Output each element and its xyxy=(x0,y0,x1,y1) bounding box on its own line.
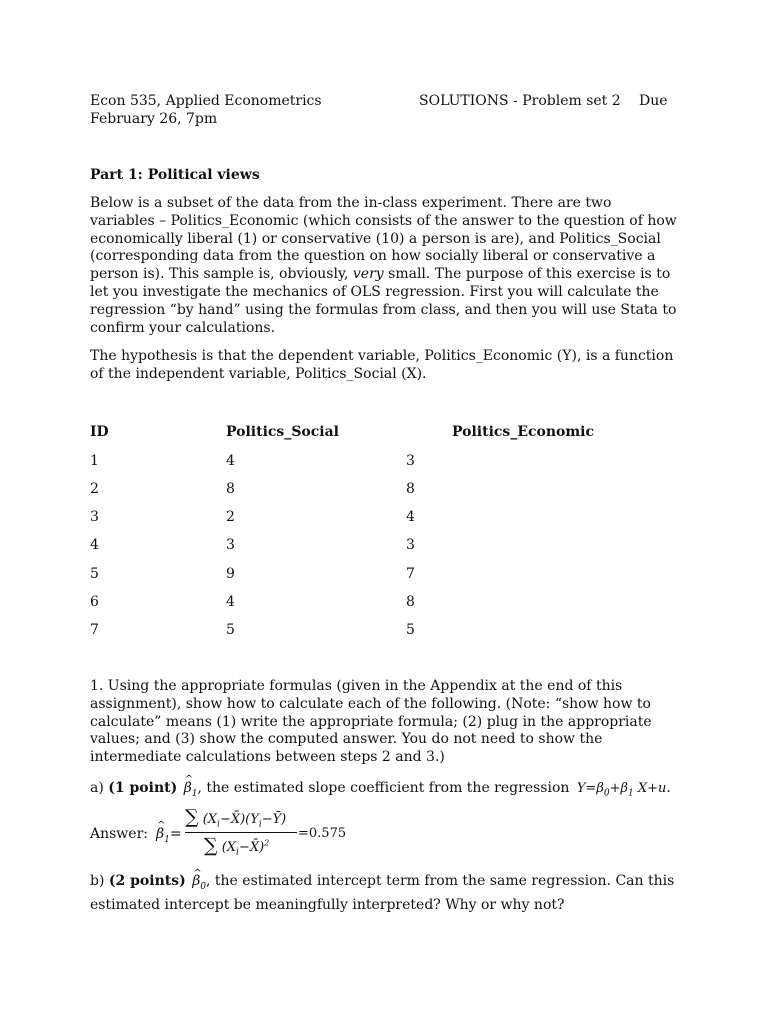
cell-economic: 3 xyxy=(406,537,415,553)
question-b-label: b) xyxy=(90,873,105,889)
cell-id: 6 xyxy=(90,594,99,610)
beta0-hat-symbol: ^ $\beta_0$ xyxy=(192,873,206,897)
cell-id: 2 xyxy=(90,481,99,497)
answer-label: Answer: xyxy=(90,826,148,842)
due-label: Due xyxy=(639,93,668,109)
cell-economic: 8 xyxy=(406,594,415,610)
cell-id: 3 xyxy=(90,509,99,525)
due-date: February 26, 7pm xyxy=(90,111,218,127)
cell-social: 5 xyxy=(226,622,235,638)
cell-economic: 5 xyxy=(406,622,415,638)
cell-id: 4 xyxy=(90,537,99,553)
fraction-numerator: ∑ $(X_i-X̄)(Y_i-Ȳ)$ xyxy=(185,806,287,830)
question-a-text: , the estimated slope coefficient from the regression xyxy=(197,780,570,796)
cell-id: 7 xyxy=(90,622,99,638)
problem-set-title: SOLUTIONS - Problem set 2 xyxy=(419,93,621,109)
cell-social: 9 xyxy=(226,566,235,582)
question-b xyxy=(90,873,680,914)
fraction-denominator: ∑ $(X_i-X̄)^2$ xyxy=(204,834,270,858)
cell-economic: 7 xyxy=(406,566,415,582)
cell-id: 5 xyxy=(90,566,99,582)
beta1-hat-symbol: ^ $\beta_1$ xyxy=(184,779,198,803)
cell-social: 4 xyxy=(226,594,235,610)
cell-economic: 8 xyxy=(406,481,415,497)
column-header-social: Politics_Social xyxy=(226,424,339,440)
data-table xyxy=(90,423,680,643)
answer-value: =0.575 xyxy=(298,826,347,841)
hypothesis-paragraph: The hypothesis is that the dependent variable, Politics_Economic (Y), is a function of the independent variable, Politics_Social (X). xyxy=(90,348,674,382)
beta1-hat-lhs: ^ $\beta_1=$ xyxy=(156,825,182,849)
cell-economic: 4 xyxy=(406,509,415,525)
intro-paragraph xyxy=(90,195,680,337)
answer-block xyxy=(90,806,390,862)
question-a-label: a) xyxy=(90,780,104,796)
question-b-points: (2 points) xyxy=(108,873,186,889)
cell-id: 1 xyxy=(90,453,99,469)
question-a: a) (1 point) ^ $\beta_1$, the estimated slope coefficient from the regression $Y=\beta_0+\beta_1$ X+u. xyxy=(90,779,671,803)
intro-emphasis: very xyxy=(352,266,384,283)
cell-social: 8 xyxy=(226,481,235,497)
question-a-points: (1 point) xyxy=(108,780,178,796)
question-b-text: , the estimated intercept term from the same regression. Can this estimated intercept be meaningfully interpreted? Why or why not? xyxy=(90,873,675,913)
intro-text-a: Below is a subset of the data from the in-class experiment. There are two variables – Politics_Economic (which consists of the answer to the question of how economically liberal (1) or conservative (10) a person is are), and Politics_Social (corresponding data from the question on how socially liberal or conservative a person is). This sample is, obviously, xyxy=(90,195,677,283)
regression-equation: $Y=\beta_0+\beta_1$ X+u xyxy=(576,781,667,799)
cell-social: 3 xyxy=(226,537,235,553)
fraction-bar xyxy=(185,832,297,833)
intro-text-b: small. The purpose of this exercise is to let you investigate the mechanics of OLS regression. First you will calculate the regression “by hand” using the formulas from class, and then you will use Stata to confirm your calculations. xyxy=(90,266,677,336)
cell-economic: 3 xyxy=(406,453,415,469)
cell-social: 2 xyxy=(226,509,235,525)
question-1-text: 1. Using the appropriate formulas (given in the Appendix at the end of this assignment), show how to calculate each of the following. (Note: “show how to calculate” means (1) write the appropriate formula; (2) plug in the appropriate values; and (3) show the computed answer. You do not need to show the intermediate calculations between steps 2 and 3.) xyxy=(90,678,652,766)
course-title: Econ 535, Applied Econometrics xyxy=(90,93,322,109)
cell-social: 4 xyxy=(226,453,235,469)
column-header-id: ID xyxy=(90,424,109,440)
column-header-economic: Politics_Economic xyxy=(452,424,595,440)
part1-heading: Part 1: Political views xyxy=(90,167,260,183)
